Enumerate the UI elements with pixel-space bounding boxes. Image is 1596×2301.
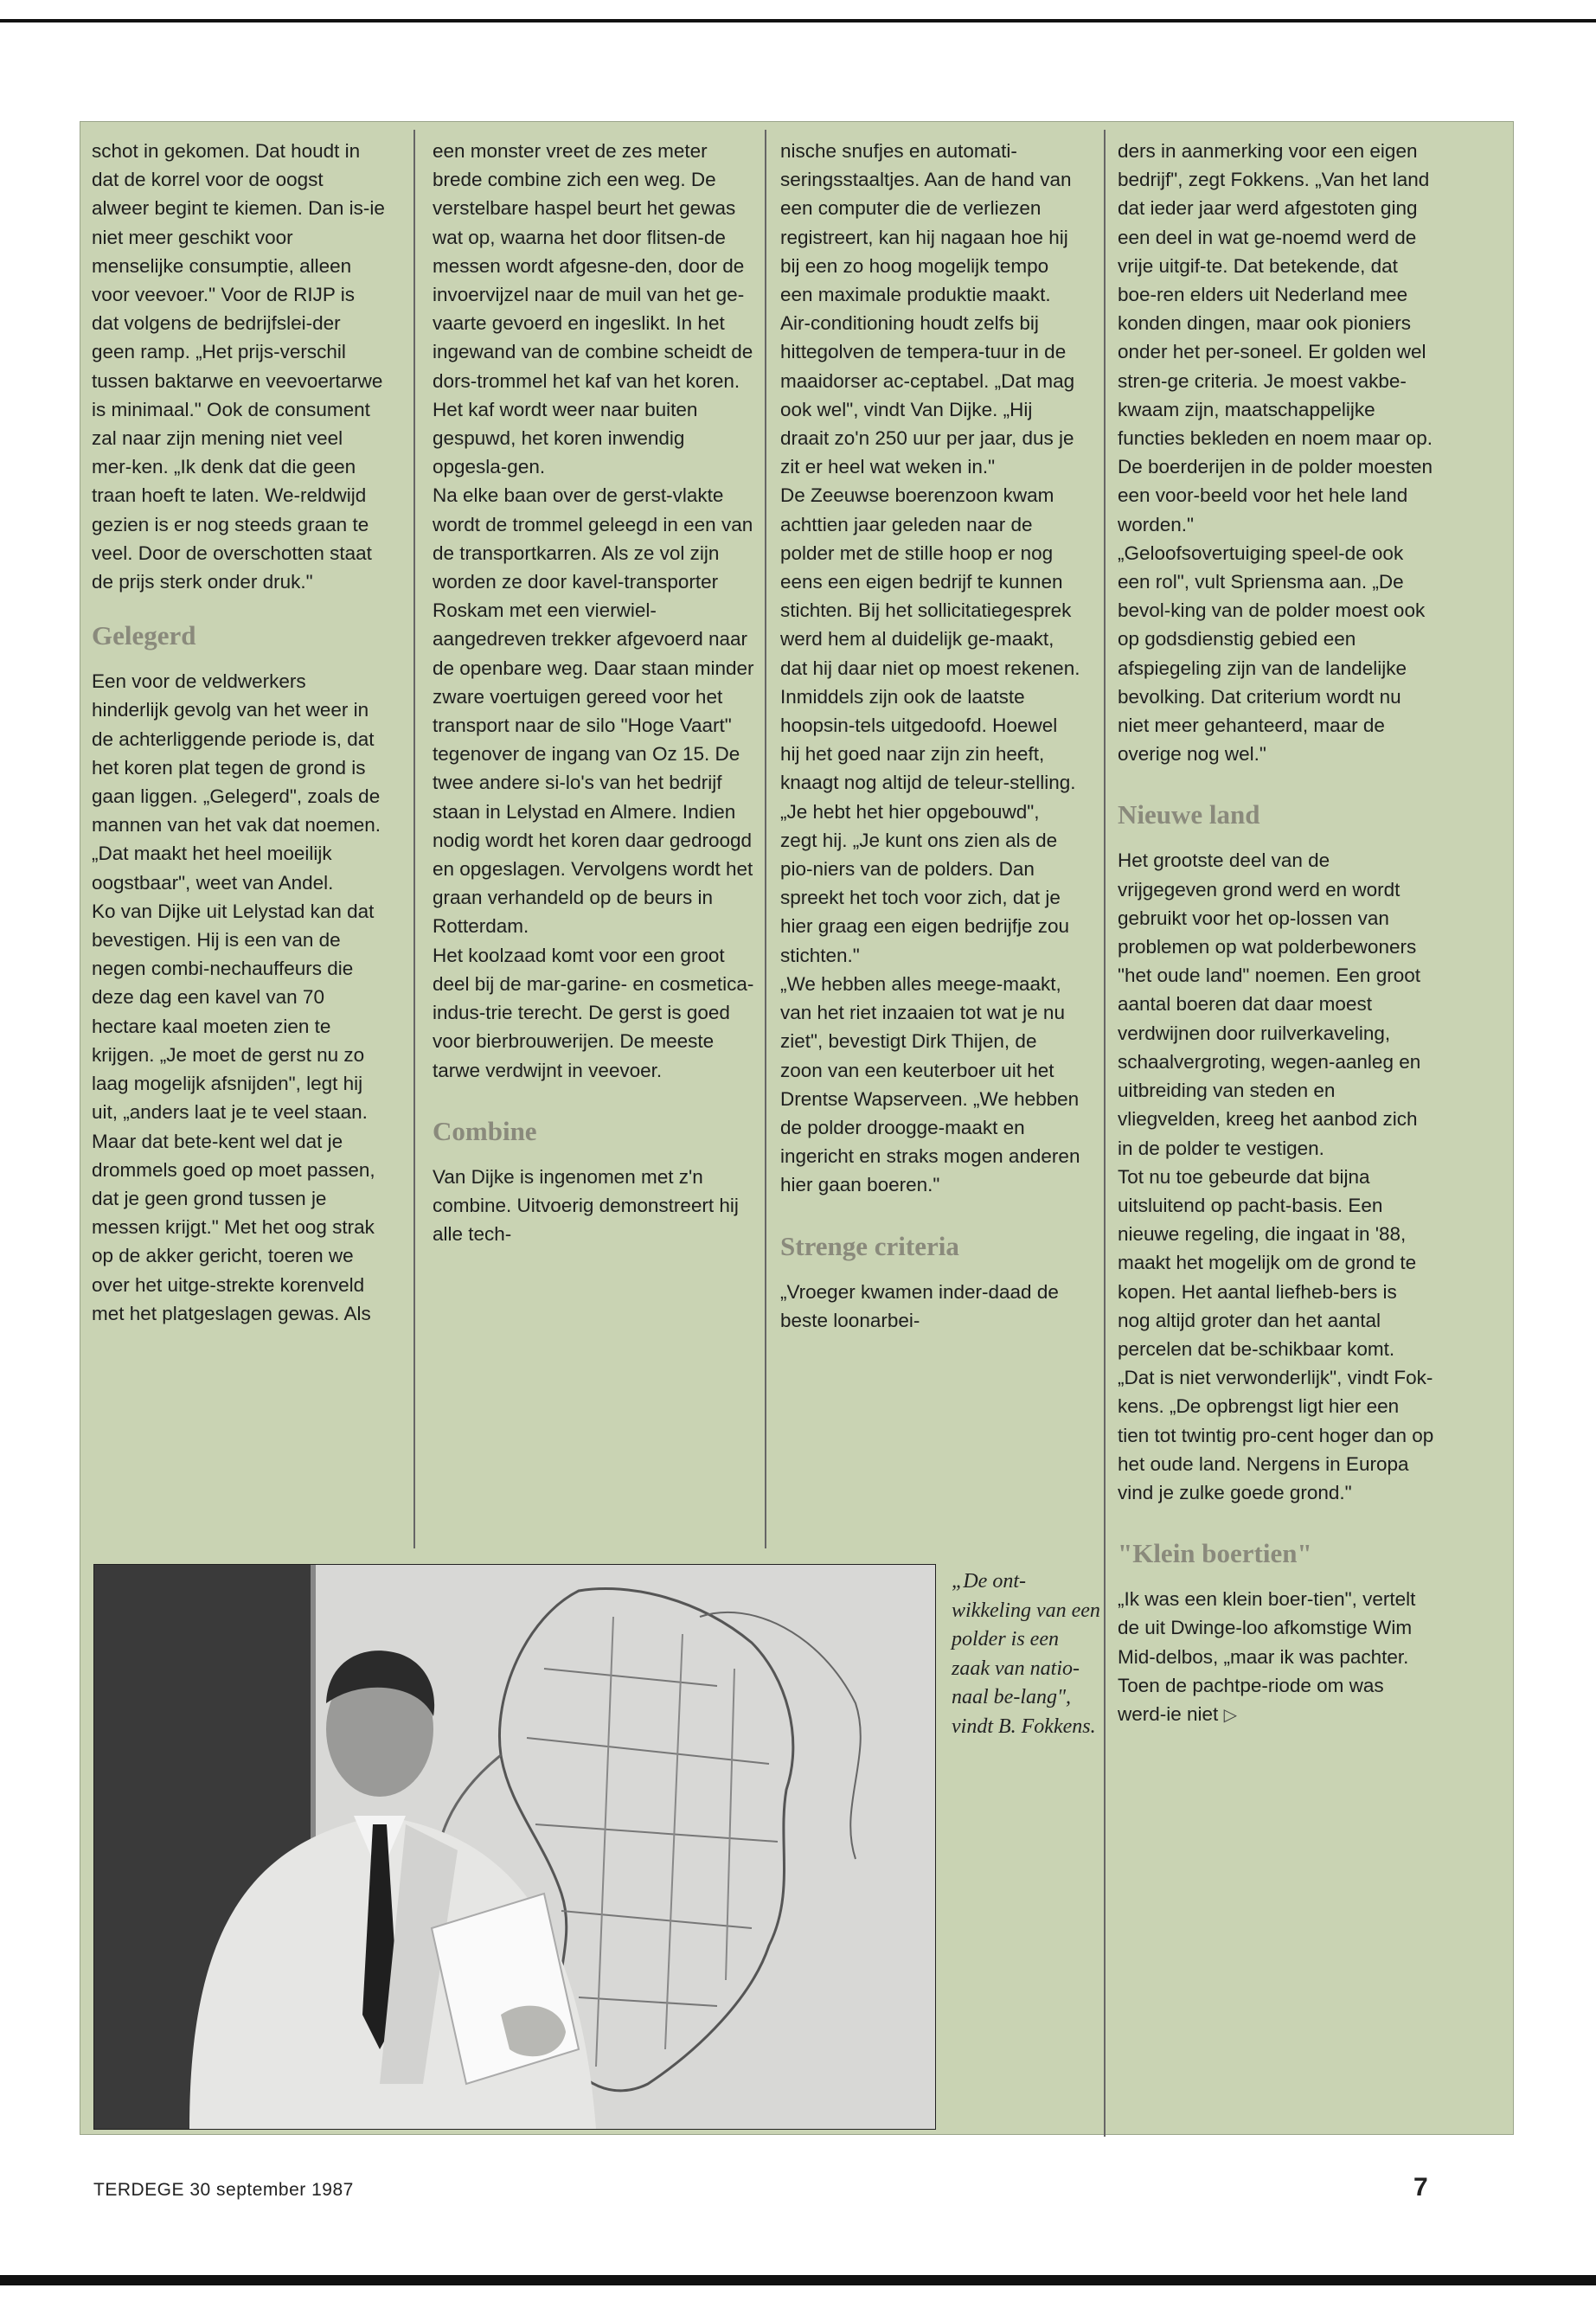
section-heading-strenge-criteria: Strenge criteria: [780, 1230, 959, 1261]
column-divider: [765, 130, 766, 1548]
paragraph: Na elke baan over de gerst-vlakte wordt de trommel geleegd in een van de transportkarren. Als ze vol zijn worden ze door kavel-transporter Roskam met een vierwiel-aangedreven trekker afgevoerd naar de openbare weg. Daar staan minder zware voertuigen gereed voor het transport naar de silo "Hoge Vaart" tegenover de ingang van Oz 15. De twee andere si-lo's van het bedrijf staan in Lelystad en Almere. Indien nodig wordt het koren daar gedroogd en opgeslagen. Vervolgens wordt het graan verhandeld op de beurs in Rotterdam.: [433, 484, 754, 938]
section-heading-klein-boertien: "Klein boertien": [1118, 1538, 1312, 1569]
paragraph: Van Dijke is ingenomen met z'n combine. Uitvoerig demonstreert hij alle tech-: [433, 1165, 739, 1246]
paragraph: [1118, 1585, 1434, 1730]
paragraph: „Vroeger kwamen inder-daad de beste loonarbei-: [780, 1280, 1059, 1331]
paragraph: „Geloofsovertuiging speel-de ook een rol", vult Spriensma aan. „De bevol-king van de polder moest ook op godsdienstig gebied een afspiegeling zijn van de landelijke bevolking. Dat criterium wordt nu niet meer gehanteerd, maar de overige nog wel.": [1118, 542, 1426, 766]
paragraph: nische snufjes en automati-seringsstaaltjes. Aan de hand van een computer die de verliezen registreert, kan hij nagaan hoe hij bij een zo hoog mogelijk tempo een maximale produktie maakt. Air-conditioning houdt zelfs bij hittegolven de tempera-tuur in de maaidorser ac-ceptabel. „Dat mag ook wel", vindt Van Dijke. „Hij draait zo'n 250 uur per jaar, dus je zit er heel wat weken in.": [780, 140, 1075, 478]
paragraph: Ko van Dijke uit Lelystad kan dat bevestigen. Hij is een van de negen combi-nechauffeurs die deze dag een kavel van 70 hectare kaal moeten zien te krijgen. „Je moet de gerst nu zo laag mogelijk afsnijden", legt hij uit, „anders laat je te veel staan. Maar dat bete-kent wel dat je drommels goed op moet passen, dat je geen grond tussen je messen krijgt." Met het oog strak op de akker gericht, toeren we over het uitge-strekte korenveld met het platgeslagen gewas. Als: [92, 900, 375, 1324]
article-column-3: [780, 137, 1081, 1335]
paragraph: Een voor de veldwerkers hinderlijk gevolg van het weer in de achterliggende periode is, dat het koren plat tegen de grond is gaan liggen. „Gelegerd", zoals de mannen van het vak dat noemen. „Dat maakt het heel moeilijk oogstbaar", weet van Andel.: [92, 670, 381, 894]
paragraph: Tot nu toe gebeurde dat bijna uitsluitend op pacht-basis. Een nieuwe regeling, die ingaat in '88, maakt het mogelijk om de grond te kopen. Het aantal liefheb-bers is nog altijd groter dan het aantal percelen dat be-schikbaar komt. „Dat is niet verwonderlijk", vindt Fok-kens. „De opbrengst ligt hier een tien tot twintig pro-cent hoger dan op het oude land. Nergens in Europa vind je zulke goede grond.": [1118, 1165, 1434, 1503]
section-heading-combine: Combine: [433, 1115, 537, 1146]
paragraph: Het grootste deel van de vrijgegeven grond werd en wordt gebruikt voor het op-lossen van problemen op wat polderbewoners "het oude land" noemen. Een groot aantal boeren dat daar moest verdwijnen door ruilverkaveling, schaalvergroting, wegen-aanleg en uitbreiding van steden en vliegvelden, kreeg het aanbod zich in de polder te vestigen.: [1118, 849, 1421, 1159]
paragraph: Het koolzaad komt voor een groot deel bij de mar-garine- en cosmetica-indus-trie terecht. De gerst is goed voor bierbrouwerijen. De meeste tarwe verdwijnt in veevoer.: [433, 944, 754, 1081]
column-divider: [413, 130, 415, 1548]
page-number: 7: [1413, 2173, 1428, 2202]
section-heading-nieuwe-land: Nieuwe land: [1118, 799, 1260, 830]
article-column-2: [433, 137, 754, 1248]
bottom-rule: [0, 2275, 1596, 2285]
article-column-1: [92, 137, 386, 1328]
paragraph: ders in aanmerking voor een eigen bedrijf", zegt Fokkens. „Van het land dat ieder jaar werd afgestoten ging een deel in wat ge-noemd werd de vrije uitgif-te. Dat betekende, dat boe-ren elders uit Nederland mee konden dingen, maar ook pioniers onder het per-soneel. Er golden wel stren-ge criteria. Je moest vakbe-kwaam zijn, maatschappelijke functies bekleden en noem maar op. De boerderijen in de polder moesten een voor-beeld voor het hele land worden.": [1118, 140, 1433, 535]
top-rule: [0, 19, 1596, 22]
continue-arrow-icon: ▷: [1223, 1705, 1237, 1725]
photo-man-with-polder-map: [93, 1564, 936, 2130]
article-column-4: [1118, 137, 1434, 1730]
paragraph: een monster vreet de zes meter brede combine zich een weg. De verstelbare haspel beurt het gewas wat op, waarna het door flitsen-de messen wordt afgesne-den, door de invoervijzel naar de muil van het ge-vaarte gevoerd en ingeslikt. In het ingewand van de combine scheidt de dors-trommel het kaf van het koren. Het kaf wordt weer naar buiten gespuwd, het koren inwendig opgesla-gen.: [433, 140, 753, 478]
column-divider: [1104, 130, 1106, 2137]
section-heading-gelegerd: Gelegerd: [92, 620, 196, 651]
paragraph: schot in gekomen. Dat houdt in dat de korrel voor de oogst alweer begint te kiemen. Dan is-ie niet meer geschikt voor menselijke consumptie, alleen voor veevoer." Voor de RIJP is dat volgens de bedrijfslei-der geen ramp. „Het prijs-verschil tussen baktarwe en veevoertarwe is minimaal." Ook de consument zal naar zijn mening niet veel mer-ken. „Ik denk dat die geen traan hoeft te laten. We-reldwijd gezien is er nog steeds graan te veel. Door de overschotten staat de prijs sterk onder druk.": [92, 140, 385, 593]
photo-illustration: [94, 1565, 935, 2129]
paragraph: „We hebben alles meege-maakt, van het riet inzaaien tot wat je nu ziet", bevestigt Dirk Thijen, de zoon van een keuterboer uit het Drentse Wapserveen. „We hebben de polder droogge-maakt en ingericht en straks mogen anderen hier gaan boeren.": [780, 972, 1080, 1196]
paragraph: De Zeeuwse boerenzoon kwam achttien jaar geleden naar de polder met de stille hoop er nog eens een eigen bedrijf te kunnen stichten. Bij het sollicitatiegesprek werd hem al duidelijk ge-maakt, dat hij daar niet op moest rekenen. Inmiddels zijn ook de laatste hoopsin-tels uitgedoofd. Hoewel hij het goed naar zijn zin heeft, knaagt nog altijd de teleur-stelling. „Je hebt het hier opgebouwd", zegt hij. „Je kunt ons zien als de pio-niers van de polders. Dan spreekt het toch voor zich, dat je hier graag een eigen bedrijfje zou stichten.": [780, 484, 1080, 966]
paragraph-text: „Ik was een klein boer-tien", vertelt de uit Dwinge-loo afkomstige Wim Mid-delbos, „maar ik was pachter. Toen de pachtpe-riode om was werd-ie niet: [1118, 1588, 1416, 1725]
photo-caption: „De ont-wikkeling van een polder is een zaak van natio-naal be-lang", vindt B. Fokkens.: [952, 1570, 1100, 1738]
publication-footer: TERDEGE 30 september 1987: [93, 2180, 354, 2200]
